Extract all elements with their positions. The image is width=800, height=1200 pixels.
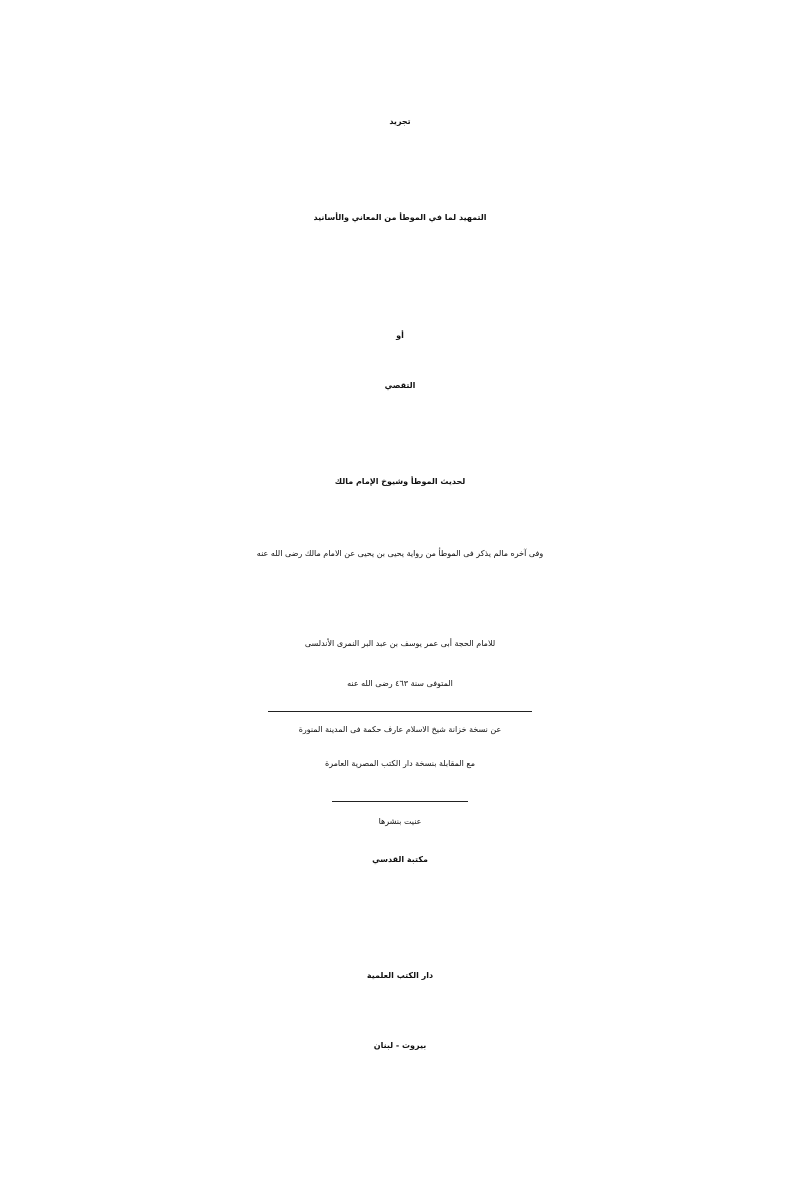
divider-rule [268, 711, 532, 712]
author-line: للامام الحجة أبى عمر يوسف بن عبد البر النمرى الأندلسى [304, 639, 496, 648]
alternate-title: التقصي [384, 381, 416, 390]
publisher-name: دار الكتب العلمية [366, 971, 434, 980]
pre-title: تجريد [389, 117, 411, 126]
alternate-subtitle: لحديث الموطأ وشيوخ الإمام مالك [334, 477, 466, 486]
manuscript-source-line: عن نسخة خزانة شيخ الاسلام عارف حكمة فى المدينة المنورة [298, 725, 502, 734]
divider-rule [332, 801, 468, 802]
publication-care-line: عنيت بنشرها [378, 817, 422, 826]
appendix-note: وفى آخره مالم يذكر فى الموطأ من رواية يحيى بن يحيى عن الامام مالك رضى الله عنه [256, 549, 544, 558]
main-title: التمهيد لما في الموطأ من المعاني والأسانيد [313, 213, 487, 222]
death-year-line: المتوفى سنة ٤٦٣ رضى الله عنه [347, 679, 453, 688]
publisher-city: بيروت - لبنان [373, 1041, 427, 1050]
collation-line: مع المقابلة بنسخة دار الكتب المصرية العامرة [325, 759, 475, 768]
or-word: أو [396, 331, 404, 340]
library-logo: مكتبة القدسي [372, 855, 428, 864]
